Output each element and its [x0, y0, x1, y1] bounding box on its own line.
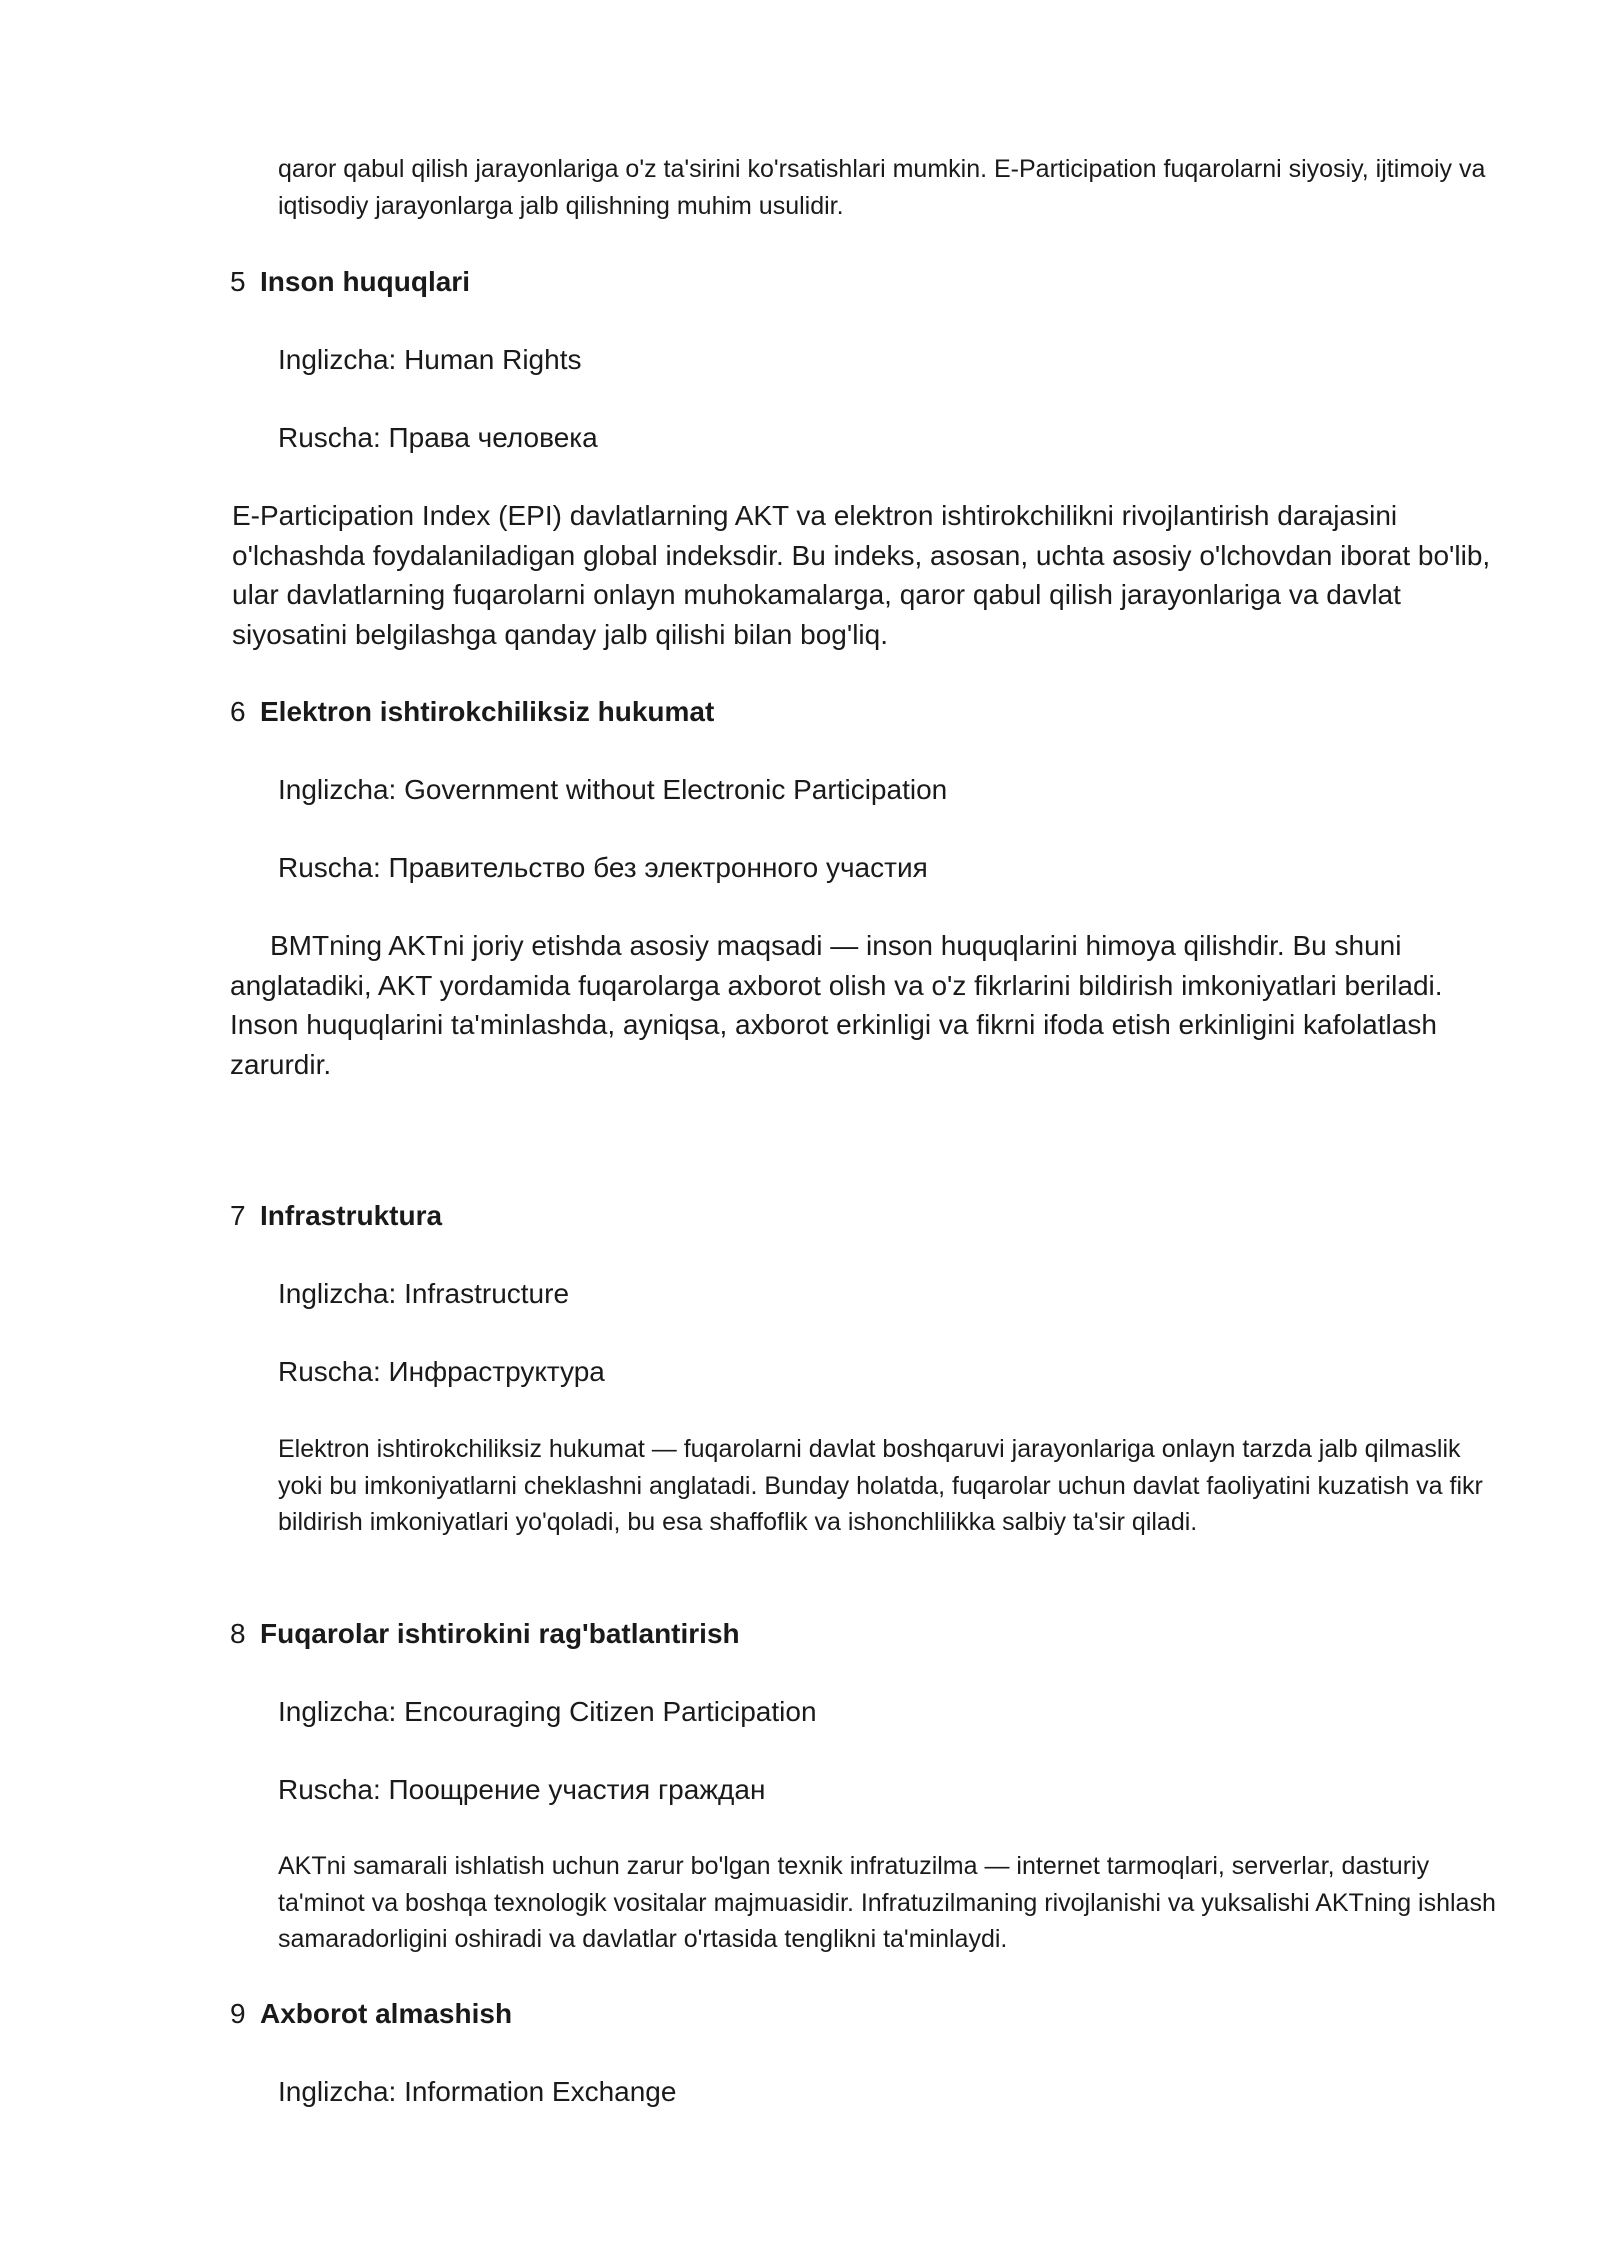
section-number: 6: [230, 696, 246, 727]
russian-term-8: Ruscha: Поощрение участия граждан: [278, 1774, 766, 1805]
russian-term-7: Ruscha: Инфраструктура: [278, 1356, 605, 1387]
section-title: Fuqarolar ishtirokini rag'batlantirish: [260, 1618, 740, 1649]
russian-term-5: Ruscha: Права человека: [278, 422, 598, 453]
section-paragraph-8: AKTni samarali ishlatish uchun zarur bo'lgan texnik infratuzilma — internet tarmoqlari, serverlar, dasturiy ta'minot va boshqa texnologik vositalar majmuasidir. Infratuzilmaning rivojlanishi va yuksalishi AKTning ishlash samaradorligini oshiradi va davlatlar o'rtasida tenglikni ta'minlaydi.: [278, 1852, 1496, 1953]
section-paragraph-7: Elektron ishtirokchiliksiz hukumat — fuqarolarni davlat boshqaruvi jarayonlariga onlayn tarzda jalb qilmaslik yoki bu imkoniyatlarni cheklashni anglatadi. Bunday holatda, fuqarolar uchun davlat faoliyatini kuzatish va fikr bildirish imkoniyatlari yo'qoladi, bu esa shaffoflik va ishonchlilikka salbiy ta'sir qiladi.: [278, 1435, 1483, 1536]
section-paragraph-6: BMTning AKTni joriy etishda asosiy maqsadi — inson huquqlarini himoya qilishdir. Bu shuni anglatadiki, AKT yordamida fuqarolarga axborot olish va o'z fikrlarini bildirish imkoniyatlari beriladi. Inson huquqlarini ta'minlashda, ayniqsa, axborot erkinligi va fikrni ifoda etish erkinligini kafolatlash zarurdir.: [230, 930, 1443, 1080]
section-title: Elektron ishtirokchiliksiz hukumat: [260, 696, 715, 727]
english-term-5: Inglizcha: Human Rights: [278, 344, 582, 375]
english-term-9: Inglizcha: Information Exchange: [278, 2076, 677, 2107]
russian-term-6: Ruscha: Правительство без электронного участия: [278, 852, 928, 883]
english-term-6: Inglizcha: Government without Electronic Participation: [278, 774, 948, 805]
section-title: Axborot almashish: [260, 1998, 513, 2029]
section-heading-6: [230, 692, 714, 732]
section-title: Infrastruktura: [260, 1200, 443, 1231]
section-number: 9: [230, 1998, 246, 2029]
english-term-7: Inglizcha: Infrastructure: [278, 1278, 570, 1309]
section-number: 7: [230, 1200, 246, 1231]
section-heading-9: [230, 1994, 512, 2034]
english-term-8: Inglizcha: Encouraging Citizen Participation: [278, 1696, 817, 1727]
section-number: 5: [230, 266, 246, 297]
intro-paragraph: qaror qabul qilish jarayonlariga o'z ta'sirini ko'rsatishlari mumkin. E-Participation fuqarolarni siyosiy, ijtimoiy va iqtisodiy jarayonlarga jalb qilishning muhim usulidir.: [278, 155, 1486, 220]
section-number: 8: [230, 1618, 246, 1649]
section-heading-5: [230, 262, 470, 302]
section-heading-7: [230, 1196, 442, 1236]
section-title: Inson huquqlari: [260, 266, 470, 297]
section-heading-8: [230, 1614, 740, 1654]
section-paragraph-5: E-Participation Index (EPI) davlatlarning AKT va elektron ishtirokchilikni rivojlantirish darajasini o'lchashda foydalaniladigan global indeksdir. Bu indeks, asosan, uchta asosiy o'lchovdan iborat bo'lib, ular davlatlarning fuqarolarni onlayn muhokamalarga, qaror qabul qilish jarayonlariga va davlat siyosatini belgilashga qanday jalb qilishi bilan bog'liq.: [232, 500, 1491, 650]
